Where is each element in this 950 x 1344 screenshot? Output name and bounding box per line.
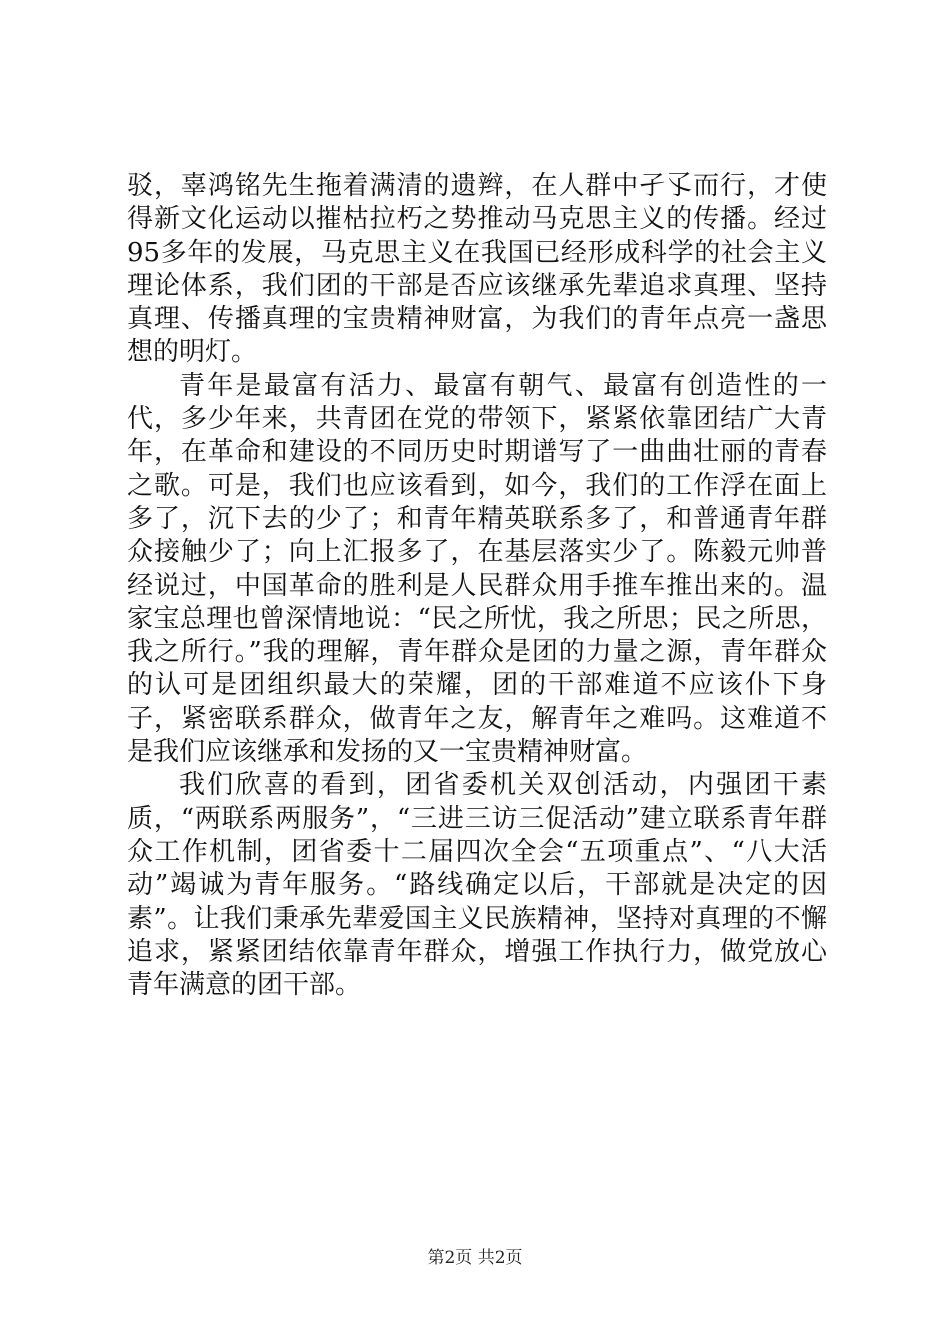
paragraph-conclusion: 我们欣喜的看到，团省委机关双创活动，内强团干素质，“两联系两服务”，“三进三访三促活动”建立联系青年群众工作机制，团省委十二届四次全会“五项重点”、“八大活动”竭诚为青年服务。“路线确定以后，干部就是决定的因素”。让我们秉承先辈爱国主义民族精神，坚持对真理的不懈追求，紧紧团结依靠青年群众，增强工作执行力，做党放心青年满意的团干部。: [127, 770, 827, 1001]
page-footer: 第2页 共2页: [427, 1248, 523, 1268]
paragraph-youth: 青年是最富有活力、最富有朝气、最富有创造性的一代，多少年来，共青团在党的带领下，紧紧依靠团结广大青年，在革命和建设的不同历史时期谱写了一曲曲壮丽的青春之歌。可是，我们也应该看到，如今，我们的工作浮在面上多了，沉下去的少了；和青年精英联系多了，和普通青年群众接触少了；向上汇报多了，在基层落实少了。陈毅元帅普经说过，中国革命的胜利是人民群众用手推车推出来的。温家宝总理也曾深情地说：“民之所忧，我之所思；民之所思，我之所行。”我的理解，青年群众是团的力量之源，青年群众的认可是团组织最大的荣耀，团的干部难道不应该仆下身子，紧密联系群众，做青年之友，解青年之难吗。这难道不是我们应该继承和发扬的又一宝贵精神财富。: [127, 370, 827, 768]
paragraph-continuation: 驳，辜鸿铭先生拖着满清的遗辫，在人群中孑孓而行，才使得新文化运动以摧枯拉朽之势推动马克思主义的传播。经过95多年的发展，马克思主义在我国已经形成科学的社会主义理论体系，我们团的干部是否应该继承先辈追求真理、坚持真理、传播真理的宝贵精神财富，为我们的青年点亮一盏思想的明灯。: [127, 171, 827, 368]
document-body: [127, 170, 827, 1002]
